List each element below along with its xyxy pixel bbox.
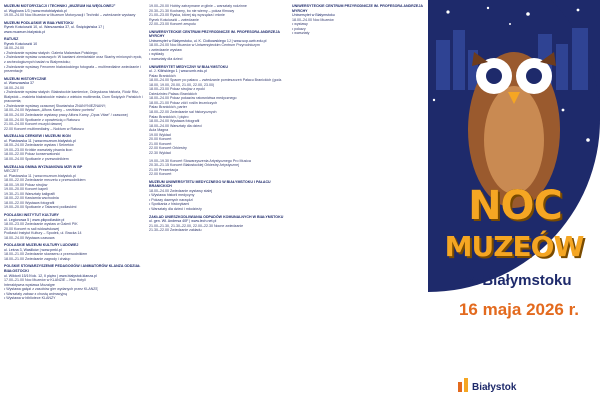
- event-line: 18.00–24.00 Warsztaty dla dzieci: [149, 123, 202, 128]
- program-column-1: [4, 4, 144, 396]
- section-address: ul. Węglowa 1/3 | www.motobialystok.pl: [4, 8, 67, 13]
- program-section: [149, 215, 288, 236]
- event-line: 18.00–24.00: [4, 85, 24, 90]
- section-heading: MUZEUM HISTORYCZNE: [4, 76, 47, 81]
- poster-city: w Białymstoku: [466, 272, 572, 289]
- event-line: • Pokazy dawnych narzędzi: [149, 197, 193, 202]
- section-address: Uniwersytet w Białymstoku, ul. K. Ciołkowskiego 1J | www.ucp.uwb.edu.pl: [149, 38, 267, 43]
- event-line: • Spotkania z historykami: [149, 202, 190, 207]
- program-column-2: [149, 4, 288, 396]
- event-line: Rynek Kościuszki – zwiedzanie: [149, 17, 199, 22]
- event-line: 18.00–24.00: [4, 46, 24, 51]
- event-line: MECZET: [4, 169, 19, 174]
- event-line: 19.00–20.00 Hobby zatrzymane w glinie – warsztaty rodzinne: [149, 4, 247, 8]
- event-line: 21.00–24.00 Koncert muzyki dawnej: [4, 122, 62, 127]
- program-column-3: [292, 4, 427, 396]
- event-line: 18.00–24.00 Spotkanie z przewodnikiem: [4, 156, 69, 161]
- program-section: [149, 30, 288, 65]
- poster-title-noc: NOC: [468, 183, 562, 229]
- event-line: 21.30–22.00 Zwiedzanie zakładu: [149, 228, 202, 233]
- event-line: 18.00–22.00 Zwiedzanie meczetu z przewodnikiem: [4, 178, 86, 183]
- event-line: Dziedziniec Pałacu Branickich: [149, 91, 197, 96]
- section-address: Rynek Kościuszki 10, ul. Warszawska 37, ul. Świętojańska 17 | www.muzeum.bialystok.pl: [4, 25, 105, 34]
- event-line: • zwiedzanie wystaw: [149, 47, 182, 52]
- section-heading: MUZEUM MOTORYZACJI I TECHNIKI „MUZEUM NA WĘGLOWEJ”: [4, 4, 116, 8]
- event-line: 21.00–21.30, 21.30–22.00, 22.00–22.30 Nocne zwiedzanie: [149, 223, 244, 228]
- event-line: 19.00–23.00 Krótkie warsztaty pisania ikon: [4, 147, 73, 152]
- program-section: [4, 243, 144, 264]
- event-line: 22.00 Koncert Orkiestry: [149, 146, 187, 151]
- section-heading: MUZEUM PODLASKIE W BIAŁYMSTOKU: [4, 20, 74, 25]
- program-section: [149, 180, 288, 215]
- event-line: 18.00–24.00 Wystawa czasowa: [4, 235, 55, 240]
- program-section: [4, 134, 144, 164]
- section-heading: UNIWERSYTET MEDYCZNY W BIAŁYMSTOKU: [149, 64, 228, 69]
- event-line: • warsztaty: [292, 31, 310, 36]
- event-line: 22.30 Wykład: [149, 150, 171, 155]
- event-line: 19.30–21.00 Warsztaty kaligrafii: [4, 191, 56, 196]
- event-line: • Zwiedzanie wystawy czasowej Słowiańska ZNANYNIEZNANY;: [4, 103, 107, 108]
- event-line: 18.00–24.00 Wystawa „Alfons Karny – rzeźbiarz portretu”: [4, 108, 96, 113]
- section-heading: UNIWERSYTECKIE CENTRUM PRZYRODNICZE IM. PROFESORA ANDRZEJA MYRCHY: [149, 29, 280, 39]
- section-address: ul. Piastowska 11 | www.muzeum.bialystok.pl: [4, 138, 76, 143]
- section-address: ul. Warszawska 37: [4, 81, 35, 86]
- event-line: 19.00–20.00 Koncert kapeli: [4, 187, 48, 192]
- event-line: • Zwiedzanie wystaw czasowych: W kawiarni ziemiańskie oraz Skarby minionych epok, z archeologicznych badań w Białymstoku;: [4, 55, 143, 65]
- program-section: [4, 213, 144, 243]
- section-heading: MUZEALNA GMINA WYZNANIOWA MZR W BP: [4, 164, 83, 169]
- program-section: [149, 159, 288, 180]
- section-heading: ZAKŁAD UNIESZKODLIWIANIA ODPADÓW KOMUNALNYCH W BIAŁYMSTOKU: [149, 214, 284, 219]
- event-line: 22.00 Koncert: [149, 172, 172, 177]
- event-line: 22.00–23.00 Koncert zespołu: [149, 22, 196, 27]
- event-line: 19.00–20.00 Spotkanie z Tatarami podlaskimi: [4, 205, 77, 210]
- event-line: 18.00–24.00 Zwiedzanie wystawy stałej: [149, 188, 213, 193]
- event-line: • Zwiedzanie wystaw stałych: Galeria Malarstwa Polskiego;: [4, 50, 98, 55]
- program-section: [4, 165, 144, 213]
- event-line: 22.00 Koncert multimedialny – Nokturn w Ratuszu: [4, 126, 84, 131]
- event-line: • Wystawa gałęzi z zasobów gier wydanych przez KLANZĘ: [4, 287, 98, 292]
- event-line: 18.00–24.00 Spacer po pałacu – zwiedzanie pomieszczeń Pałacu Branickich (godz. 18.00, 19.00, 20.00, 21.00, 22.00, 23.00): [149, 78, 283, 87]
- program-section: [4, 4, 144, 21]
- section-address: Uniwersytet w Białymstoku: [292, 13, 335, 18]
- event-line: 18.00–23.00 Zwiedzanie wystaw w Galerii PIK: [4, 222, 78, 227]
- event-line: 20.30–21.30 Kochamy, bo nie wiemy – pokaz filmowy: [149, 8, 235, 13]
- section-heading: RATUSZ: [4, 37, 19, 42]
- event-line: 18.00–22.00 Pokaz konserwatorski: [4, 152, 60, 157]
- event-line: 18.00–24.00 Noc Muzeów w Uniwersyteckim Centrum Przyrodniczym: [149, 43, 260, 48]
- event-line: Pałac Branickich, parter: [149, 105, 187, 110]
- program-section: [292, 4, 427, 39]
- section-heading: UNIWERSYTECKIE CENTRUM PRZYRODNICZE IM. PROFESORA ANDRZEJA MYRCHY: [292, 4, 423, 13]
- event-line: 18.00–21.00 Zwiedzanie zagrody i chałup: [4, 256, 71, 261]
- program-section: [292, 39, 427, 42]
- event-line: Pałac Branickich: [149, 73, 176, 78]
- event-line: ul. Plastowska 11 | www.muzeum.bialystok.pl: [4, 173, 76, 178]
- poster-title-muzeow: MUZEÓW: [444, 230, 584, 263]
- section-address: Rynek Kościuszki 10: [4, 41, 38, 46]
- program-section: [149, 4, 288, 30]
- event-line: • Warsztaty dla dzieci i młodzieży: [149, 206, 202, 211]
- event-line: 18.00–24.00 Zwiedzanie wystawy pracy Alfons Karny „Opus Vitae” / czasowej: [4, 113, 128, 118]
- event-line: Interaktywna wystawa Mozaigre: [4, 282, 55, 287]
- poster-date: 16 maja 2026 r.: [458, 300, 580, 319]
- event-line: 17.00–21.00 Noc Muzeów w KLANZIE – Noc Hotyli: [4, 278, 86, 283]
- event-line: 18.00–24.00 Wystawa fotografii: [149, 119, 200, 124]
- event-line: 18.00–24.00 Noc Muzeów: [292, 17, 334, 22]
- event-line: 19.00–24.00 Noc Muzeów w Muzeum Motoryzacji i Techniki – zwiedzanie wystawy: [4, 13, 136, 18]
- event-line: 19.00–19.30 Koncert Stowarzyszenia Artystycznego Pro Musica: [149, 158, 251, 163]
- event-line: • Wystawa w bibliotece KLANZY: [4, 296, 56, 301]
- section-heading: MUZEALNA CERKIEW I MUZEUM IKON: [4, 134, 71, 139]
- event-line: Pałac Branickich, I piętro: [149, 114, 189, 119]
- event-line: 21.00 Prezentacja: [149, 167, 178, 172]
- section-address: ul. gen. Wł. Andersa 40F | www.lech.net.pl: [149, 219, 217, 224]
- event-line: 18.00–22.00 Kawiarnia wschodnia: [4, 196, 59, 201]
- bialystok-logo-text: Białystok: [472, 382, 517, 393]
- event-line: • warsztaty dla dzieci: [149, 57, 183, 62]
- event-line: • Zwiedzanie wystaw stałych: Białostockie kamienice, Odzyskana historia, Ródź Ritz, Białystok – makieta białostockie miasto z wieków multimedia, Dom Świętych Pańskich i pracownia;: [4, 90, 143, 104]
- event-line: Aula Magna: [149, 128, 169, 133]
- event-line: 18.00–22.00 Wystawa fotografii: [4, 200, 55, 205]
- program-section: [4, 37, 144, 76]
- event-line: 19.00 Wykład: [149, 132, 171, 137]
- event-line: 18.00–21.00 Zwiedzanie skansenu z przewodnikiem: [4, 252, 88, 257]
- program-section: [4, 21, 144, 38]
- event-line: 18.00–24.00 Zwiedzanie wystaw i Sekretów: [4, 143, 74, 148]
- event-line: 18.00–22.00 Zwiedzanie sal historycznych: [149, 110, 217, 115]
- event-line: 18.00–24.00 Spotkanie z opowieścią o Ratuszu: [4, 117, 80, 122]
- event-line: • Warsztaty zabaw z chustą animacyjną: [4, 291, 68, 296]
- event-line: Podlaski Instytut Kultury – Spodek, ul. Bracka 14: [4, 231, 82, 236]
- section-heading: PODLASKIE MUZEUM KULTURY LUDOWEJ: [4, 243, 79, 248]
- program-section: [149, 65, 288, 159]
- event-line: 21.00 Koncert: [149, 141, 172, 146]
- event-line: • wykłady: [149, 52, 165, 57]
- event-line: • wystawy: [292, 22, 308, 27]
- event-line: • Zwiedzanie wystawy Fenomen białostockiego fotografa – multimedialne zwiedzanie i prezentacje: [4, 64, 141, 74]
- event-line: 18.00–24.00 Pokaz pokazów ratownictwa medycznego: [149, 96, 237, 101]
- section-heading: PODLASKI INSTYTUT KULTURY: [4, 212, 59, 217]
- event-line: 21.00–23.00 Ryska, której się wyrządza i mknie: [149, 13, 225, 18]
- section-address: ul. Leśna 3, Wasilków | www.pmkl.pl: [4, 247, 62, 252]
- event-line: 20.00 Koncert w sali widowiskowej: [4, 226, 60, 231]
- section-address: ul. Legionowa 5 | www.pikpodlaskie.pl: [4, 217, 65, 222]
- event-line: • Wystawa historii medycyny: [149, 193, 195, 198]
- program-section: [4, 77, 144, 135]
- event-line: 18.00–21.00 Pokaz ziół i roślin leczniczych: [149, 100, 218, 105]
- event-line: • pokazy: [292, 26, 306, 31]
- event-line: 18.00–19.00 Pokaz strojów: [4, 182, 48, 187]
- event-line: 20.30–21.15 Koncert Białostockiej Orkiestry Artystycznej: [149, 163, 239, 168]
- bialystok-logo-icon: [458, 378, 468, 392]
- event-line: 20.00 Koncert: [149, 137, 172, 142]
- event-line: 18.00–23.00 Pokaz strojów z epoki: [149, 87, 205, 92]
- section-heading: MUZEUM UNIWERSYTETU MEDYCZNEGO W BIAŁYMSTOKU I PAŁACU BRANICKICH: [149, 179, 271, 189]
- section-address: ul. Wiktorii 15/19 lok. 12, II piętro | www.bialystok.klanza.pl: [4, 273, 97, 278]
- section-address: ul. J. Kilińskiego 1 | www.umb.edu.pl: [149, 69, 208, 74]
- program-section: [4, 264, 144, 303]
- section-heading: POLSKIE STOWARZYSZENIE PEDAGOGÓW I ANIMATORÓW KLANZA ODDZIAŁ BIAŁOSTOCKI: [4, 264, 141, 273]
